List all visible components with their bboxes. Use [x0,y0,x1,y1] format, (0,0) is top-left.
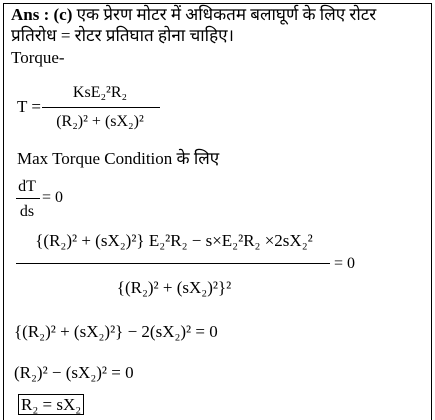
derivative-denominator: ds [19,203,35,220]
step2-equation: {(R₂)² + (sX₂)²} − 2(sX₂)² = 0 [14,322,218,341]
torque-numerator: KsE₂²R₂ [72,84,128,101]
answer-statement-2: प्रतिरोध = रोटर प्रतिघात होना चाहिए। [11,26,234,45]
answer-statement-1: एक प्रेरण मोटर में अधिकतम बलाघूर्ण के लिए रोटर [76,5,377,24]
step1-rhs: = 0 [334,255,356,272]
torque-denominator: (R₂)² + (sX₂)² [56,113,144,130]
max-condition-line [17,150,219,167]
step1-numerator: {(R₂)² + (sX₂)²} E₂²R₂ − s×E₂²R₂ ×2sX₂² [35,231,313,250]
step1-fraction-bar [16,263,330,264]
result-box: R₂ = sX₂ [18,394,84,415]
result-equation [18,396,84,413]
torque-lhs: T = [17,97,41,116]
max-condition-hindi: के लिए [176,149,220,168]
derivative-numerator: dT [18,178,36,195]
derivative-fraction-bar [16,198,40,199]
step1-denominator: {(R₂)² + (sX₂)²}² [116,278,232,297]
answer-line-1 [11,6,376,23]
step3-equation: (R₂)² − (sX₂)² = 0 [14,363,134,382]
max-condition-text: Max Torque Condition [17,149,173,168]
torque-fraction-bar [42,107,160,108]
torque-symbol: T [17,97,28,116]
derivative-rhs: = 0 [42,189,64,206]
answer-box [3,3,432,420]
answer-label: Ans : (c) [11,5,73,24]
torque-heading: Torque- [11,48,65,67]
